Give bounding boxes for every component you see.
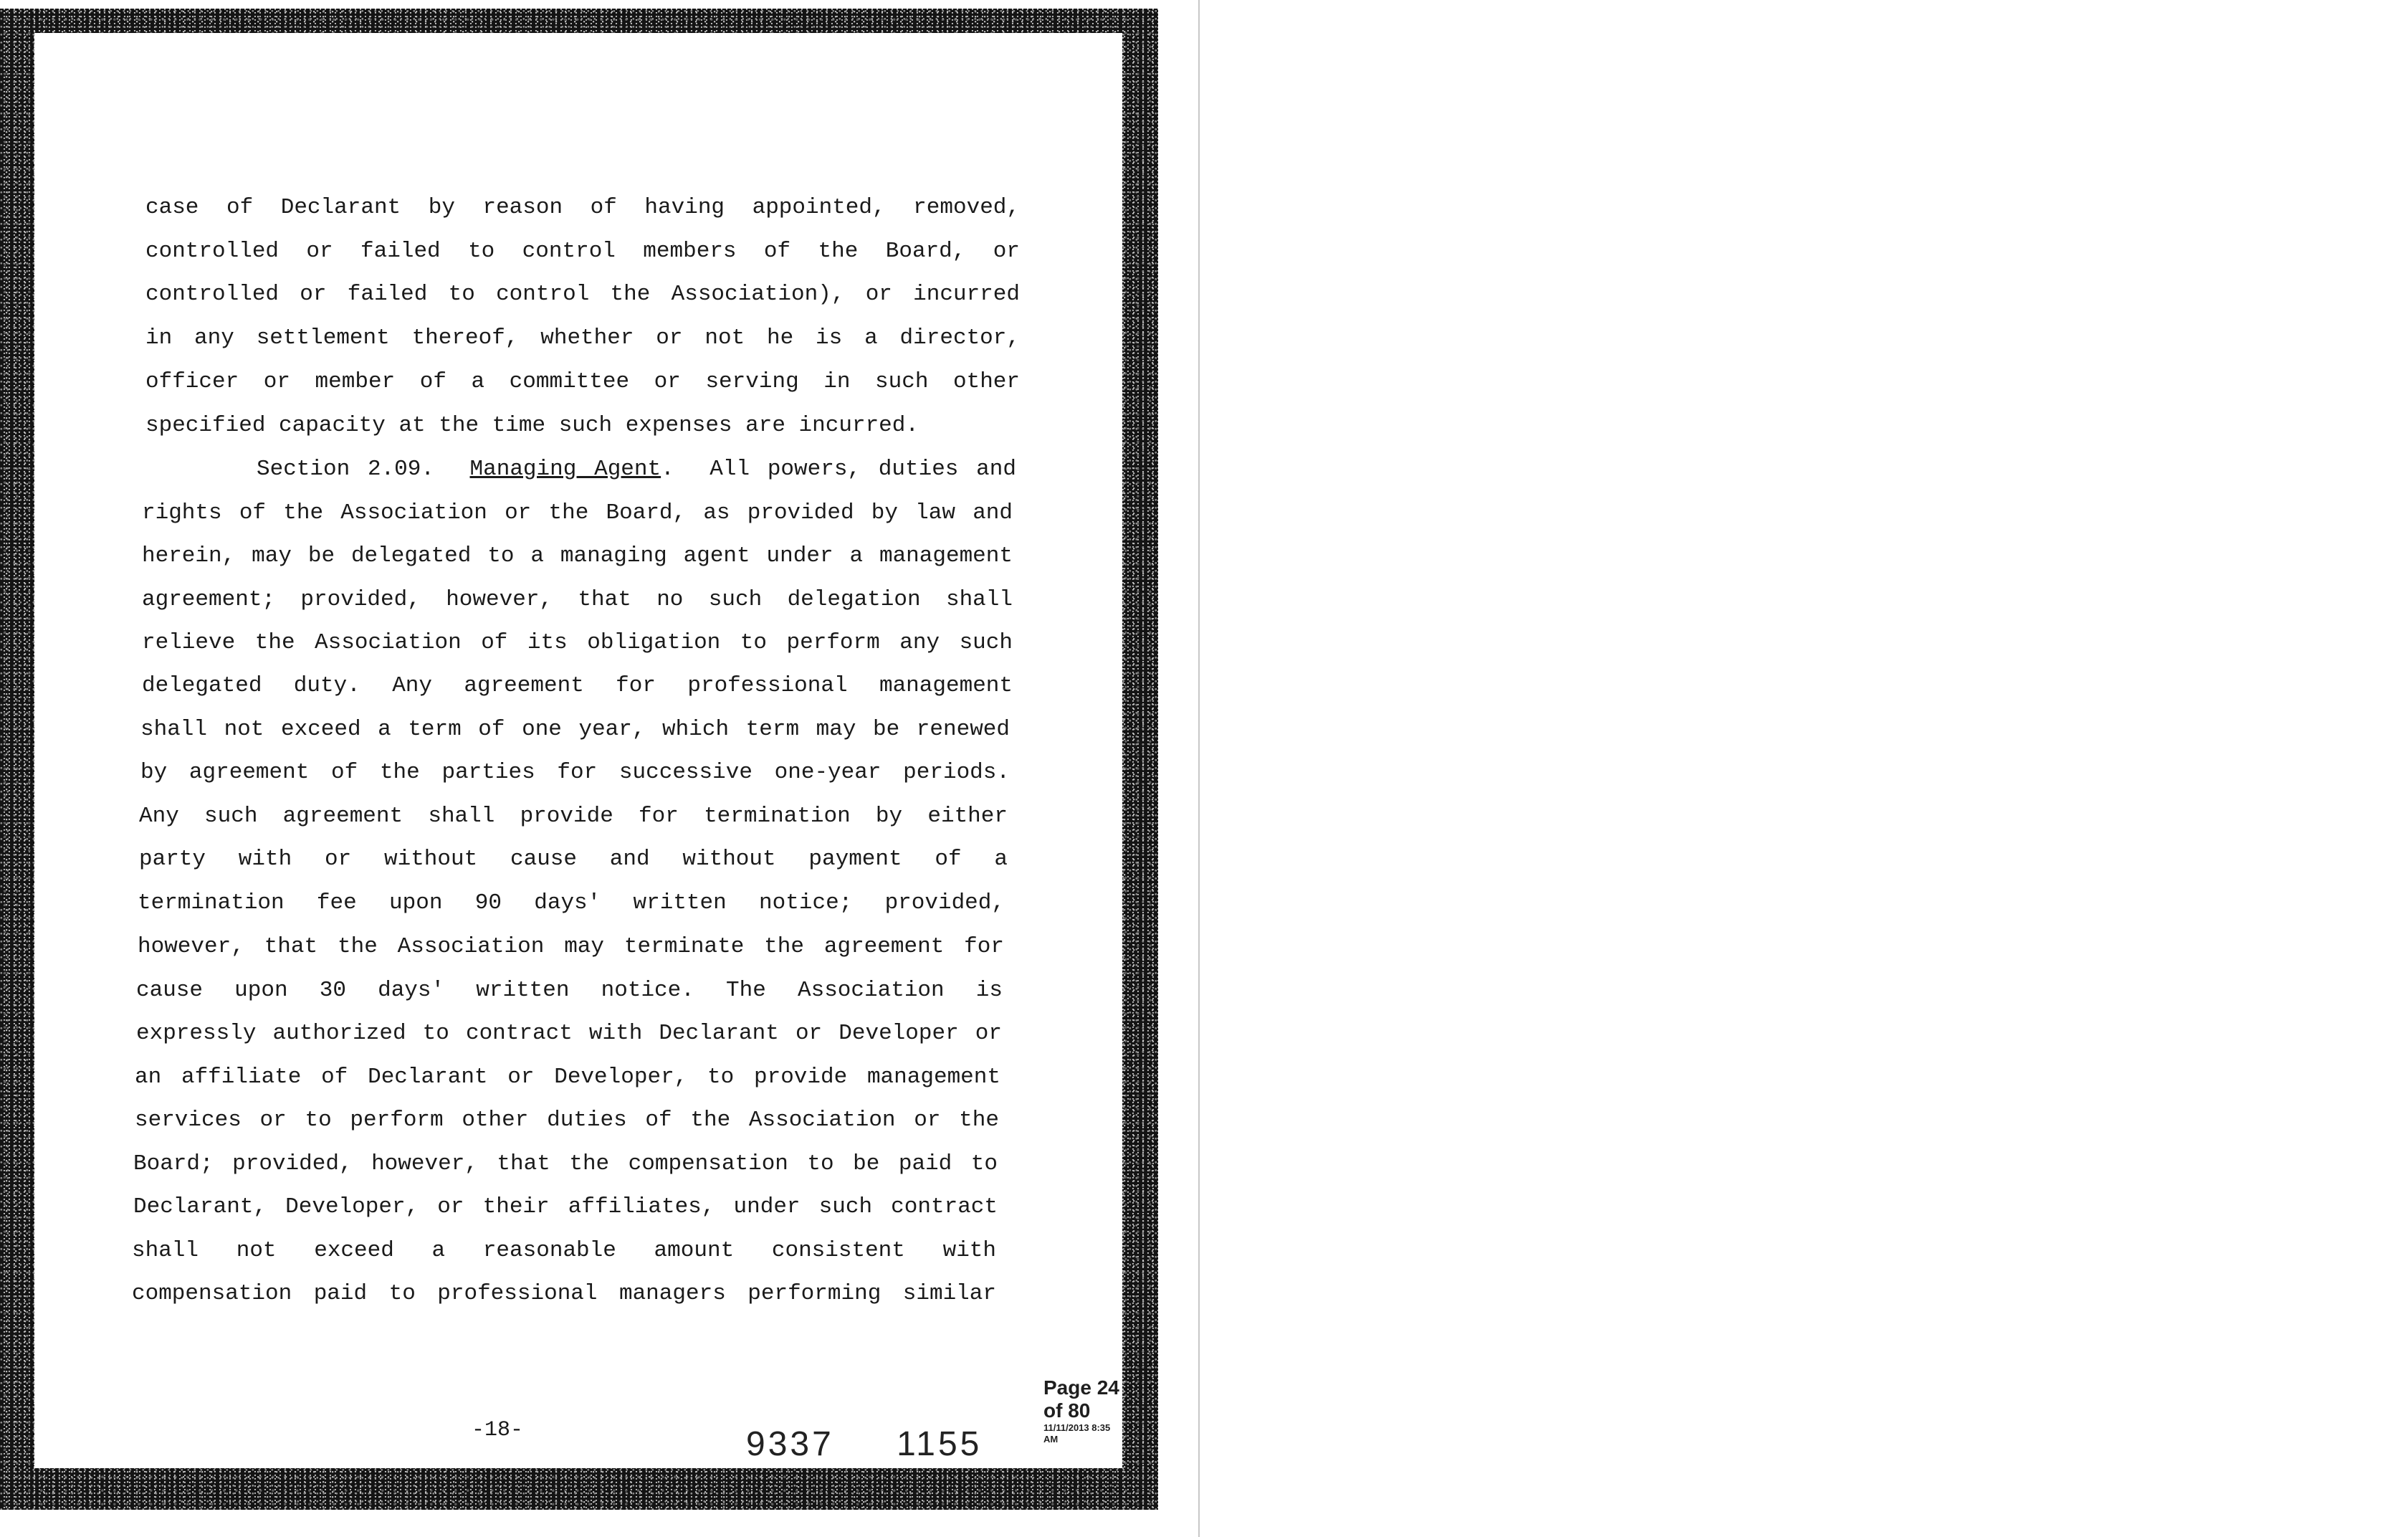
text-line: specified capacity at the time such expenses are incurred.	[145, 413, 919, 438]
text-line: controlled or failed to control the Association), or incurred	[145, 282, 1020, 307]
document-body	[34, 0, 1122, 1463]
page-number: -18-	[472, 1418, 524, 1442]
text-line: in any settlement thereof, whether or not he is a director,	[145, 325, 1020, 351]
text-line: relieve the Association of its obligation to perform any such	[142, 630, 1013, 655]
text-line: controlled or failed to control members of the Board, or	[145, 239, 1020, 264]
section-heading-line	[257, 457, 1016, 482]
text-line: case of Declarant by reason of having appointed, removed,	[145, 195, 1020, 220]
text-line: Declarant, Developer, or their affiliates, under such contract	[133, 1194, 998, 1219]
text-line: agreement; provided, however, that no such delegation shall	[142, 587, 1013, 612]
book-page-number: 9337 1155	[746, 1425, 983, 1463]
text-line: party with or without cause and without payment of a	[139, 847, 1008, 872]
section-title: Managing Agent	[469, 457, 661, 482]
text-line: rights of the Association or the Board, as provided by law and	[142, 500, 1013, 525]
text-line: shall not exceed a term of one year, which term may be renewed	[140, 717, 1010, 742]
text-line: termination fee upon 90 days' written notice; provided,	[138, 890, 1005, 915]
text-line: Any such agreement shall provide for termination by either	[139, 804, 1008, 829]
text-line: cause upon 30 days' written notice. The Association is	[136, 978, 1003, 1003]
viewer-divider	[1198, 0, 1200, 1537]
section-number: Section 2.09.	[257, 457, 434, 482]
stamp-datetime: 11/11/2013 8:35 AM	[1043, 1422, 1111, 1445]
recording-stamp	[1043, 1376, 1122, 1445]
text-line: delegated duty. Any agreement for professional management	[142, 673, 1013, 698]
text-line: Board; provided, however, that the compensation to be paid to	[133, 1151, 998, 1176]
stamp-page-label: Page 24 of 80	[1043, 1376, 1119, 1422]
text-line: services or to perform other duties of the Association or the	[135, 1108, 999, 1133]
section-title-period: .	[661, 457, 674, 482]
text-line: officer or member of a committee or serving in such other	[145, 369, 1020, 394]
text-line: compensation paid to professional managers performing similar	[132, 1281, 996, 1306]
text-line: an affiliate of Declarant or Developer, to provide management	[135, 1065, 1000, 1090]
section-first-line: All powers, duties and	[710, 457, 1016, 482]
text-line: herein, may be delegated to a managing agent under a management	[142, 543, 1013, 568]
text-line: shall not exceed a reasonable amount consistent with	[132, 1238, 996, 1263]
text-line: however, that the Association may terminate the agreement for	[138, 934, 1004, 959]
text-line: expressly authorized to contract with Declarant or Developer or	[136, 1021, 1002, 1046]
text-line: by agreement of the parties for successive one-year periods.	[140, 760, 1010, 785]
